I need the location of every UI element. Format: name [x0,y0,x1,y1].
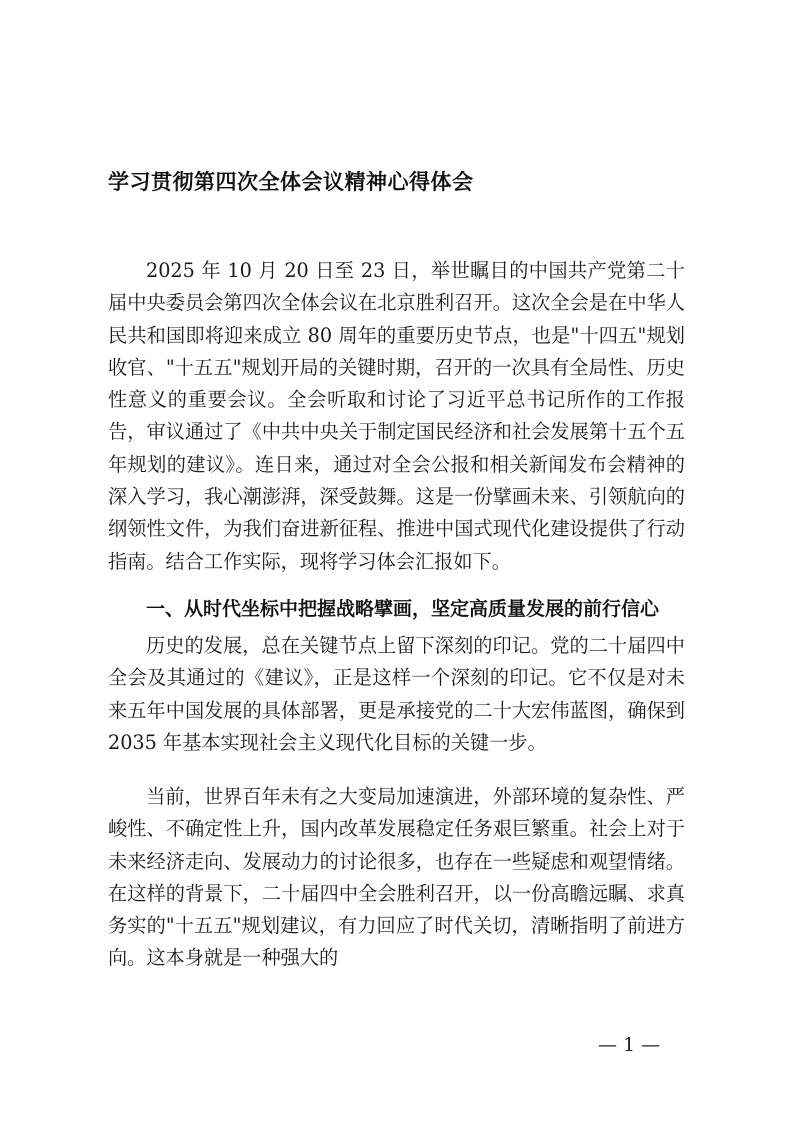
body-paragraph: 当前，世界百年未有之大变局加速演进，外部环境的复杂性、严峻性、不确定性上升，国内改革发展稳定任务艰巨繁重。社会上对于未来经济走向、发展动力的讨论很多，也存在一些疑虑和观望情绪。在这样的背景下，二十届四中全会胜利召开，以一份高瞻远瞩、求真务实的"十五五"规划建议，有力回应了时代关切，清晰指明了前进方向。这本身就是一种强大的 [108,785,685,970]
section-heading: 一、从时代坐标中把握战略擘画，坚定高质量发展的前行信心 [146,598,660,620]
intro-paragraph: 2025 年 10 月 20 日至 23 日，举世瞩目的中国共产党第二十届中央委员会第四次全体会议在北京胜利召开。这次全会是在中华人民共和国即将迎来成立 80 周年的重要历史节点，也是"十四五"规划收官、"十五五"规划开局的关键时期，召开的一次具有全局性、历史性意义的重要会议。全会听取和讨论了习近平总书记所作的工作报告，审议通过了《中共中央关于制定国民经济和社会发展第十五个五年规划的建议》。连日来，通过对全会公报和相关新闻发布会精神的深入学习，我心潮澎湃，深受鼓舞。这是一份擘画未来、引领航向的纲领性文件，为我们奋进新征程、推进中国式现代化建设提供了行动指南。结合工作实际，现将学习体会汇报如下。 [108,259,685,573]
document-title: 学习贯彻第四次全体会议精神心得体会 [108,170,474,194]
page-number: — 1 — [598,1034,661,1056]
body-paragraph: 历史的发展，总在关键节点上留下深刻的印记。党的二十届四中全会及其通过的《建议》，正是这样一个深刻的印记。它不仅是对未来五年中国发展的具体部署，更是承接党的二十大宏伟蓝图，确保到 2035 年基本实现社会主义现代化目标的关键一步。 [108,634,685,754]
